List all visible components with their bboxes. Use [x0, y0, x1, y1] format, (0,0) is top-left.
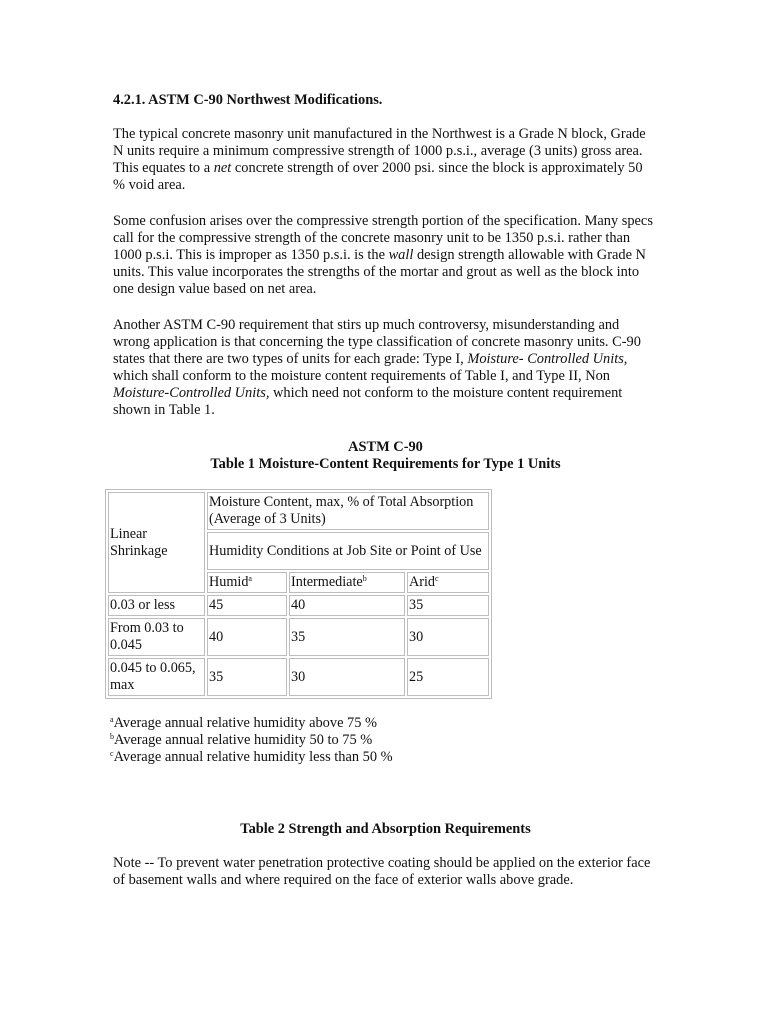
table-row — [108, 618, 489, 656]
table-col-humid: Humid$^a$ — [207, 572, 287, 593]
table-cell-intermediate: 35 — [289, 618, 405, 656]
table-cell-shrinkage: From 0.03 to 0.045 — [108, 618, 205, 656]
table1-heading-title: Table 1 Moisture-Content Requirements for Type 1 Units — [210, 456, 561, 472]
table-cell-arid: 25 — [407, 658, 489, 696]
footnote-mark: c — [435, 574, 439, 583]
table-row — [108, 595, 489, 616]
emphasis-wall: wall — [388, 247, 414, 263]
table-cell-arid: 30 — [407, 618, 489, 656]
footnote-c: $^c$Average annual relative humidity less than 50 % — [110, 749, 393, 765]
table-cell-arid: 35 — [407, 595, 489, 616]
section-heading: 4.2.1. ASTM C-90 Northwest Modifications. — [113, 92, 383, 108]
moisture-content-table — [105, 489, 492, 699]
footnote-a: $^a$Average annual relative humidity above 75 % — [110, 715, 378, 731]
table1-footnotes — [110, 715, 670, 766]
table1-heading-standard: ASTM C-90 — [348, 439, 423, 455]
table-cell-shrinkage: 0.03 or less — [108, 595, 205, 616]
table-cell-humid: 45 — [207, 595, 287, 616]
table-cell-intermediate: 30 — [289, 658, 405, 696]
emphasis-net: net — [213, 160, 232, 176]
table-cell-shrinkage: 0.045 to 0.065, max — [108, 658, 205, 696]
footnote-mark: b — [362, 574, 367, 583]
table-row-header-shrinkage: Linear Shrinkage — [108, 492, 205, 593]
emphasis-moisture-controlled: Moisture- Controlled Units, — [467, 351, 628, 367]
table-row — [108, 658, 489, 696]
paragraph-compressive-strength: Some confusion arises over the compressive strength portion of the specification. Many specs call for the compressive strength of the concrete masonry unit to be 1350 p.s.i. rather than 1000 p.s.i. This is improper as 1350 p.s.i. is the wall design strength allowable with Grade N units. This value incorporates the strengths of the mortar and grout as well as the block into one design value based on net area. — [113, 213, 653, 297]
table-col-header-humidity: Humidity Conditions at Job Site or Point of Use — [207, 532, 489, 570]
table2-heading: Table 2 Strength and Absorption Requirements — [240, 821, 531, 837]
paragraph-type-classification: Another ASTM C-90 requirement that stirs up much controversy, misunderstanding and wrong application is that concerning the type classification of concrete masonry units. C-90 states that there are two types of units for each grade: Type I, Moisture- Controlled Units, which shall conform to the moisture content requirements of Table I, and Type II, Non Moisture-Controlled Units, which need not conform to the moisture content requirement shown in Table 1. — [113, 317, 641, 418]
table-col-header-moisture: Moisture Content, max, % of Total Absorption (Average of 3 Units) — [207, 492, 489, 530]
footnote-mark: a — [248, 574, 252, 583]
table-col-arid: Arid$^c$ — [407, 572, 489, 593]
table1-heading — [113, 439, 658, 473]
footnote-b: $^b$Average annual relative humidity 50 to 75 % — [110, 732, 373, 748]
table-col-intermediate: Intermediate$^b$ — [289, 572, 405, 593]
table-cell-humid: 35 — [207, 658, 287, 696]
emphasis-non-moisture-controlled: Moisture-Controlled Units, — [113, 385, 270, 401]
note-paragraph: Note -- To prevent water penetration protective coating should be applied on the exterior face of basement walls and where required on the face of exterior walls above grade. — [113, 855, 651, 888]
table-cell-humid: 40 — [207, 618, 287, 656]
table-cell-intermediate: 40 — [289, 595, 405, 616]
paragraph-grade-n: The typical concrete masonry unit manufactured in the Northwest is a Grade N block, Grade N units require a minimum compressive strength of 1000 p.s.i., average (3 units) gross area. This equates to a net concrete strength of over 2000 psi. since the block is approximately 50 % void area. — [113, 126, 646, 193]
